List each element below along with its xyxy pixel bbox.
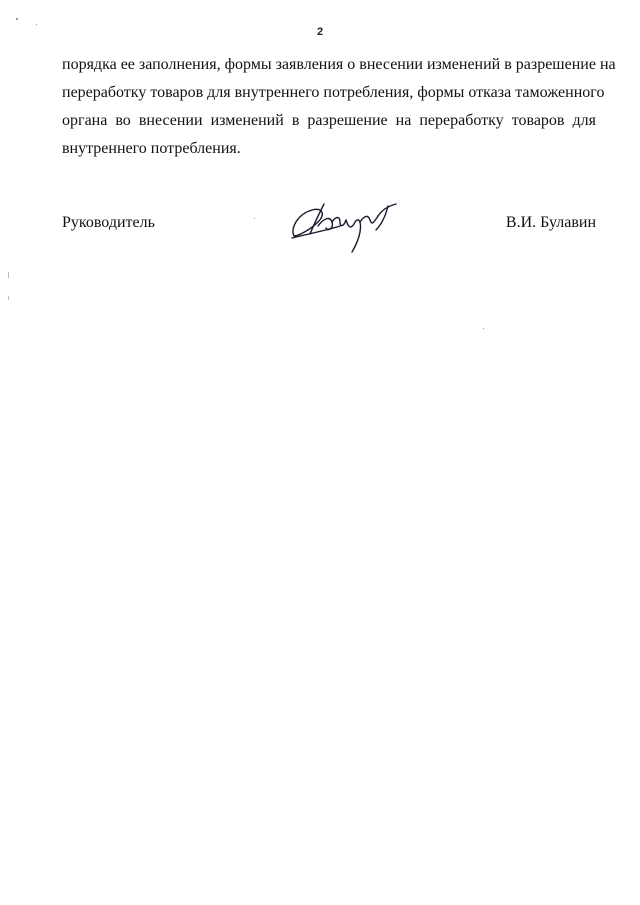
- scan-speck: [36, 24, 37, 25]
- page-number: 2: [316, 26, 324, 38]
- body-text-line: порядка ее заполнения, формы заявления о внесении изменений в разрешение на: [62, 56, 616, 73]
- scan-speck: [254, 218, 255, 219]
- scan-speck: [16, 18, 18, 20]
- scan-edge-mark: [8, 296, 9, 300]
- body-text-line: внутреннего потребления.: [62, 140, 241, 157]
- body-text-line: органа во внесении изменений в разрешение на переработку товаров для: [62, 112, 596, 129]
- scan-speck: [483, 328, 484, 329]
- signatory-title: Руководитель: [62, 214, 155, 231]
- handwritten-signature: [288, 196, 403, 260]
- scan-edge-mark: [8, 272, 9, 278]
- document-body-text: [62, 51, 616, 163]
- body-text-line: переработку товаров для внутреннего потребления, формы отказа таможенного: [62, 84, 605, 101]
- signatory-name: В.И. Булавин: [505, 214, 596, 231]
